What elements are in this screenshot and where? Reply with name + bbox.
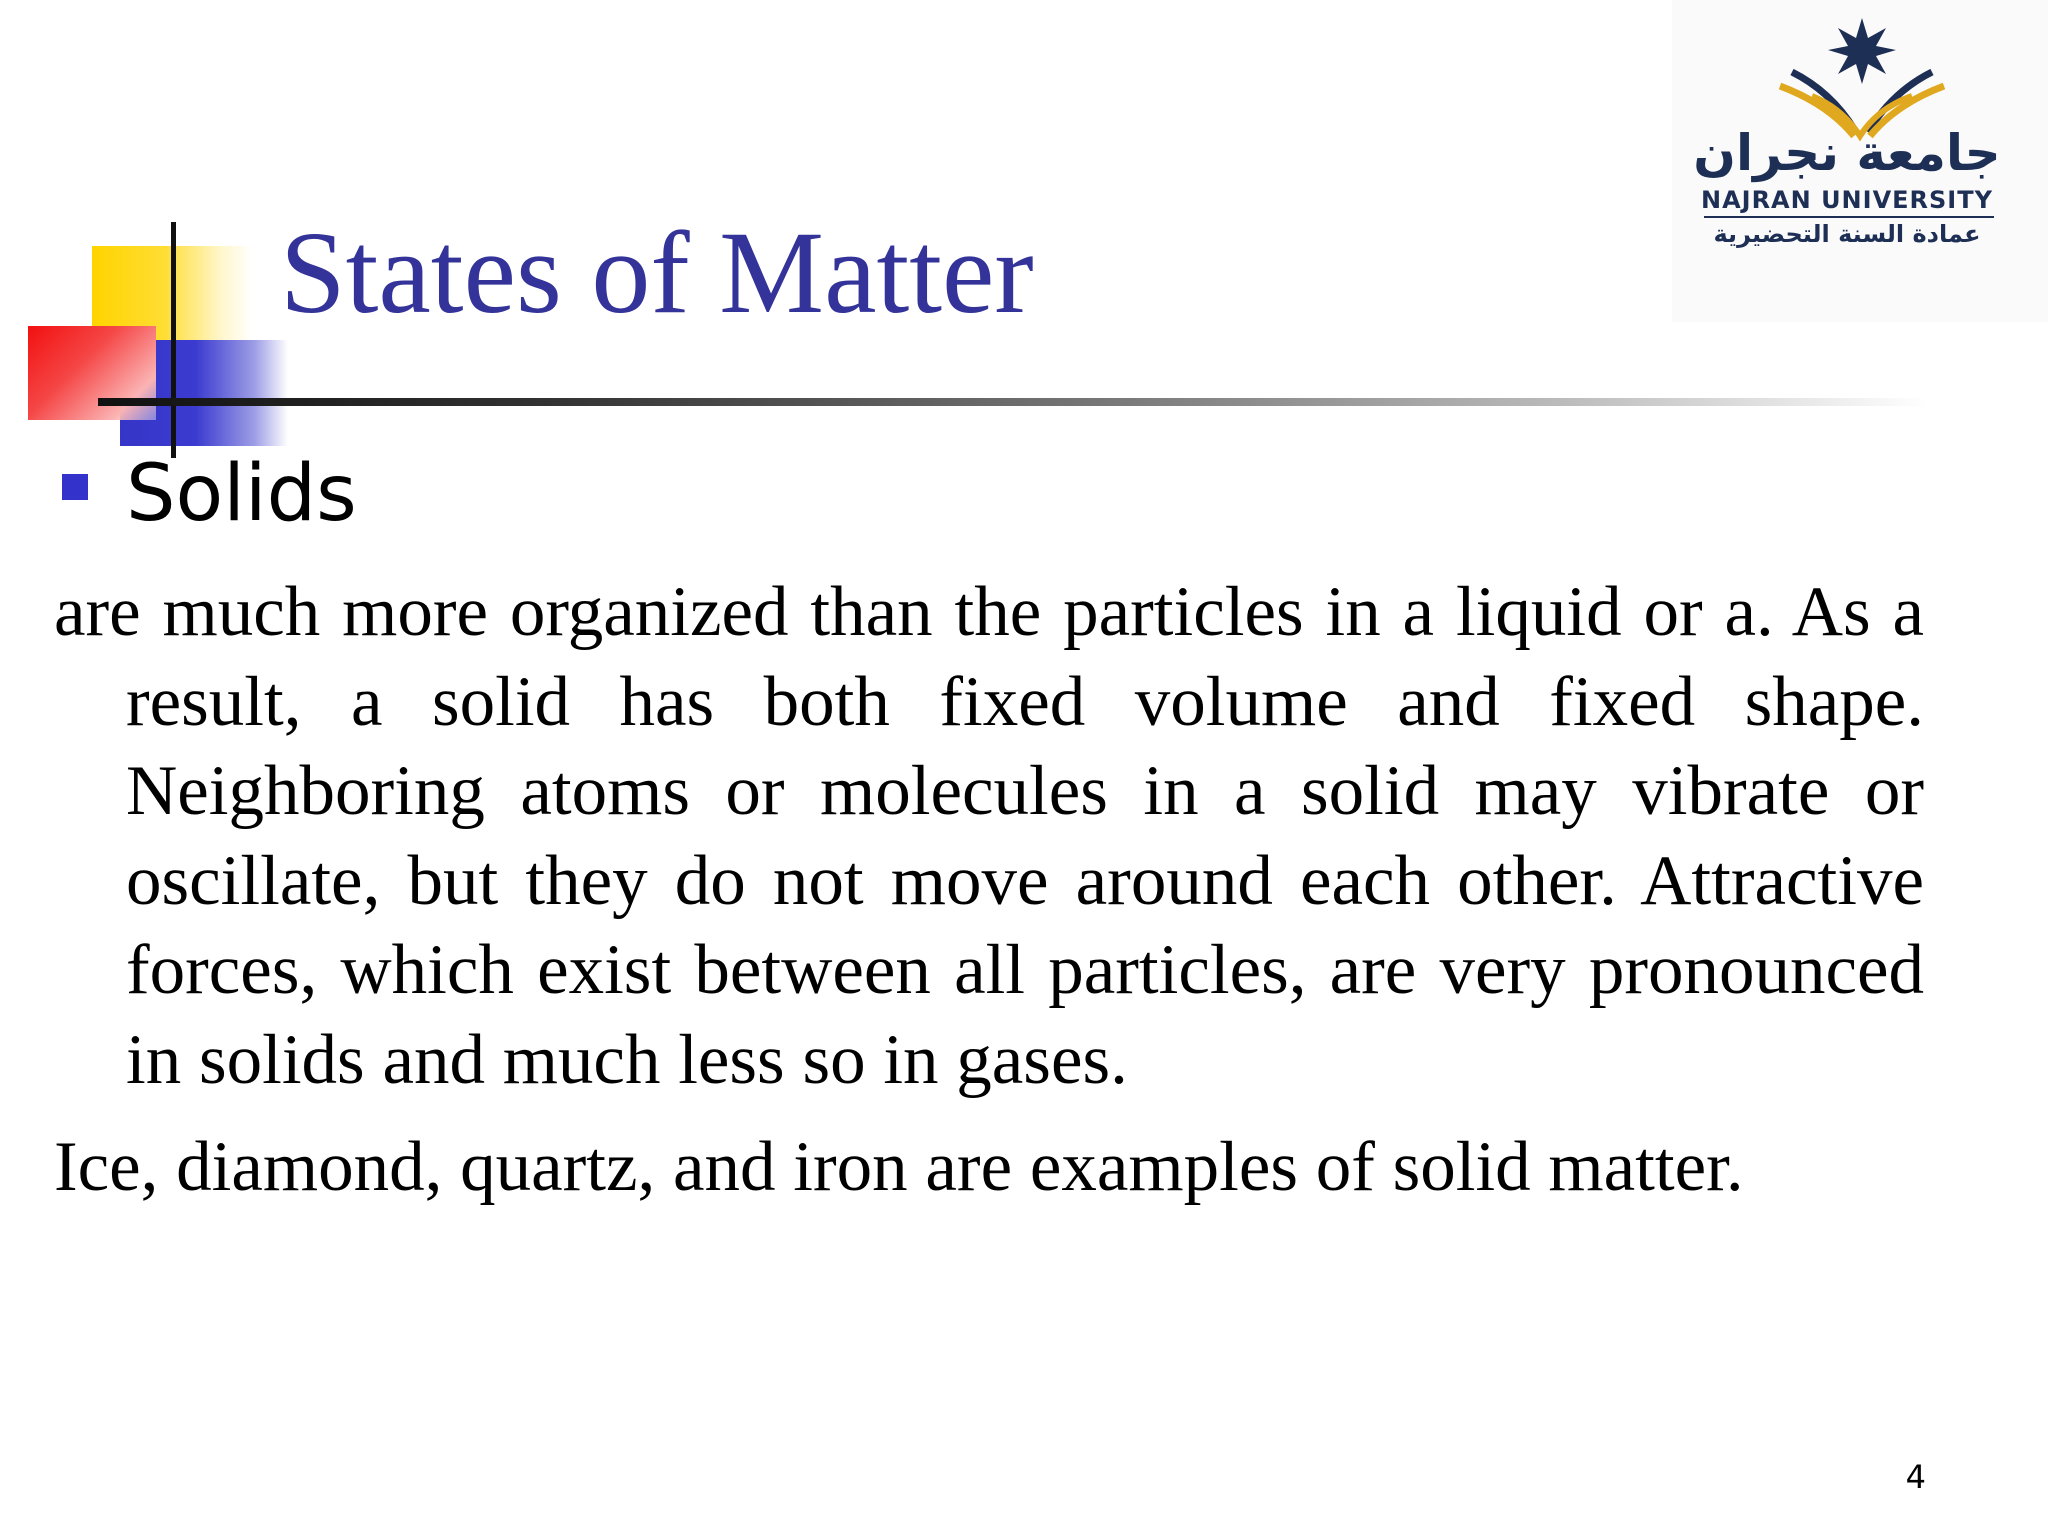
bullet-square-icon — [62, 474, 88, 500]
page-number: 4 — [1905, 1458, 1926, 1496]
body-paragraph: are much more organized than the particles in a liquid or a. As a result, a solid has both fixed volume and fixed shape. Neighboring atoms or molecules in a solid may vibrate or oscillate, but they do not move around each other. Attractive forces, which exist between all particles, are very pronounced in solids and much less so in gases. — [54, 573, 1924, 1099]
logo-subtitle: عمادة السنة التحضيرية — [1713, 220, 1981, 248]
logo-english-name: NAJRAN UNIVERSITY — [1700, 186, 1993, 214]
slide-title: States of Matter — [280, 207, 1034, 338]
title-underline — [98, 398, 1928, 406]
decorative-vertical-line — [171, 222, 176, 458]
logo-divider — [1704, 216, 1994, 218]
university-logo — [1672, 0, 2048, 322]
bullet-heading: Solids — [126, 449, 357, 539]
logo-arabic-name: جامعة نجران — [1693, 124, 2001, 182]
examples-paragraph: Ice, diamond, quartz, and iron are examples of solid matter. — [54, 1128, 1744, 1206]
logo-star-icon — [1828, 18, 1896, 84]
